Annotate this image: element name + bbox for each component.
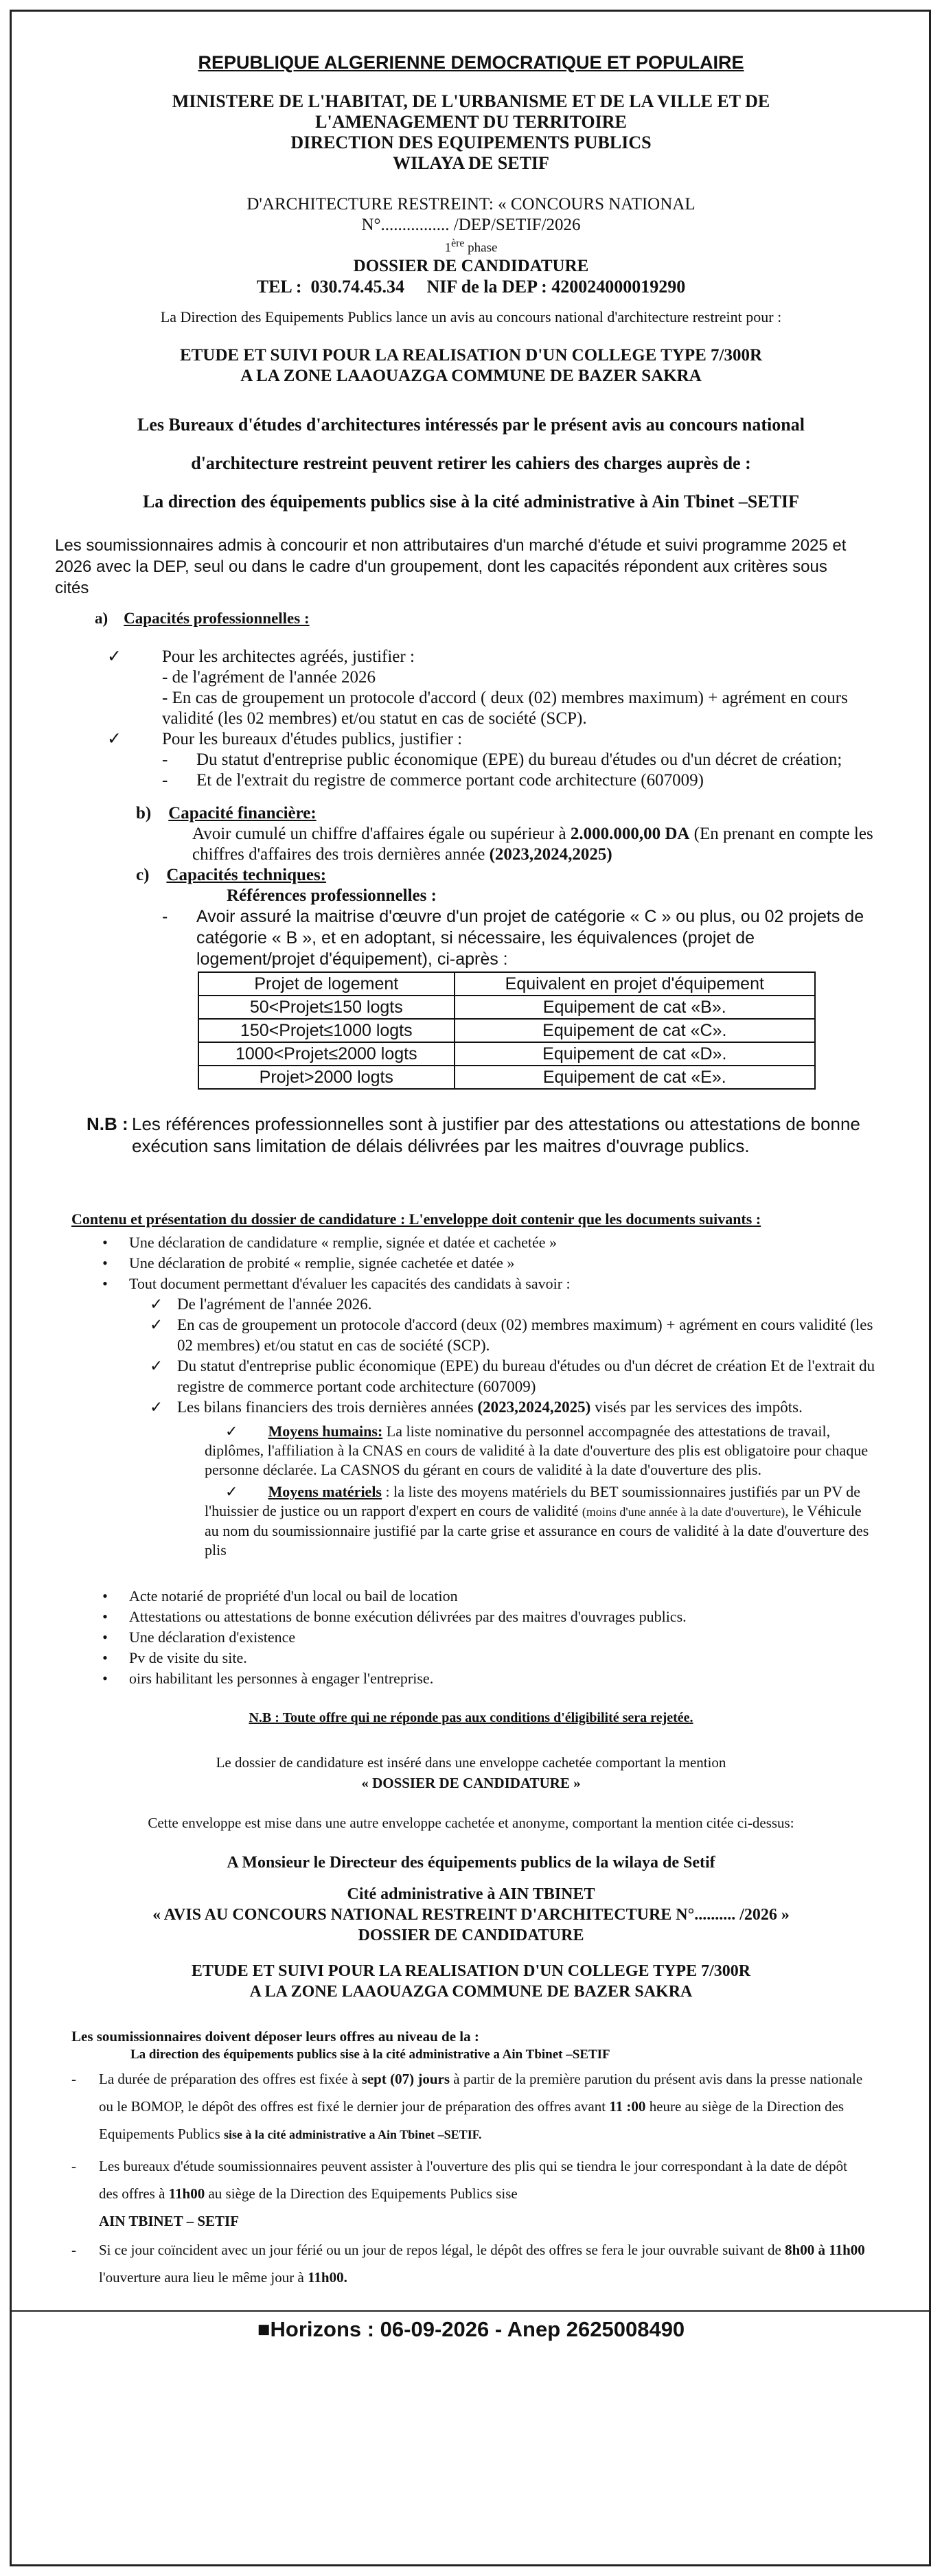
dash-icon: - [162, 750, 168, 770]
intro-text: La Direction des Equipements Publics lance un avis au concours national d'architecture restreint pour : [160, 308, 782, 326]
bullet-icon: • [102, 1629, 108, 1646]
section-c-title: Capacités techniques: [166, 866, 327, 885]
check-icon: ✓ [225, 1423, 268, 1440]
bureaux-block [40, 406, 902, 521]
refs-text: Avoir assuré la maitrise d'œuvre d'un projet de catégorie « C » ou plus, ou 02 projets de catégorie « B », et en adoptant, si nécessaire, les équivalences (projet de logement/projet d'équipement), ci-après : [196, 907, 864, 969]
enveloppe-line-4: A Monsieur le Directeur des équipements publics de la wilaya de Setif [227, 1854, 715, 1872]
ministry-line-1: MINISTERE DE L'HABITAT, DE L'URBANISME ET DE LA VILLE ET DE [172, 91, 770, 111]
moyens-humains: ✓ Moyens humains: La liste nominative du personnel accompagnée des attestations de travail, diplômes, l'affiliation à la CNAS en cours de validité à la date d'ouverture des plis est obligatoire pour chaque personne déclarée. La CASNOS du gérant en cours de validité à la date d'ouverture des plis. [205, 1423, 869, 1479]
arch-item-1: - de l'agrément de l'année 2026 [162, 668, 376, 687]
project-line-1: ETUDE ET SUIVI POUR LA REALISATION D'UN COLLEGE TYPE 7/300R [179, 346, 763, 365]
enveloppe-line-3: Cette enveloppe est mise dans une autre enveloppe cachetée et anonyme, comportant la mention citée ci-dessus: [148, 1815, 794, 1832]
table-cell: 150<Projet≤1000 logts [198, 1019, 455, 1042]
depot-block [71, 2027, 868, 2291]
enveloppe-line-8: ETUDE ET SUIVI POUR LA REALISATION D'UN COLLEGE TYPE 7/300R [191, 1962, 751, 1981]
table-row [198, 1066, 815, 1089]
contenu-sub-2: En cas de groupement un protocole d'accord (deux (02) membres maximum) + agrément en cours validité (les 02 membres) et/ou statut en cas de société (SCP). [177, 1316, 873, 1355]
table-cell: Equipement de cat «E». [455, 1066, 815, 1089]
contenu-item-3: Tout document permettant d'évaluer les capacités des candidats à savoir : [129, 1275, 571, 1293]
dash-icon: - [162, 907, 168, 927]
nb-label: N.B : [87, 1114, 128, 1135]
ministry-header [40, 91, 902, 174]
table-cell: 1000<Projet≤2000 logts [198, 1042, 455, 1066]
enveloppe-line-7: DOSSIER DE CANDIDATURE [358, 1927, 584, 1945]
contenu-item-1: Une déclaration de candidature « remplie, signée et datée et cachetée » [129, 1234, 558, 1252]
table-row [198, 1042, 815, 1066]
table-header-cell: Projet de logement [198, 972, 455, 996]
contenu-item-5: Attestations ou attestations de bonne exécution délivrées par des maitres d'ouvrages publics. [129, 1608, 687, 1626]
table-header-cell: Equivalent en projet d'équipement [455, 972, 815, 996]
enveloppe-line-2: « DOSSIER DE CANDIDATURE » [361, 1775, 581, 1792]
depot-para-1: - La durée de préparation des offres est fixée à sept (07) jours à partir de la première parution du présent avis dans la presse nationale ou le BOMOP, le dépôt des offres est fixé le dernier jour de préparation des offres avant 11 :00 heure au siège de la Direction des Equipements Publics sise à la cité administrative a Ain Tbinet –SETIF. [71, 2065, 868, 2148]
nb-text: Les références professionnelles sont à justifier par des attestations ou attestations de bonne exécution sans limitation de délais délivrées par les maitres d'ouvrage publics. [132, 1114, 860, 1157]
equivalence-table [198, 971, 816, 1090]
contenu-sub-1: De l'agrément de l'année 2026. [177, 1296, 372, 1313]
contenu-item-4: Acte notarié de propriété d'un local ou bail de location [129, 1587, 458, 1605]
section-c-letter: c) [136, 866, 150, 885]
bullet-icon: • [102, 1608, 108, 1626]
enveloppe-line-5: Cité administrative à AIN TBINET [347, 1885, 595, 1904]
dash-icon: - [162, 771, 168, 790]
contenu-list [81, 1232, 877, 1689]
bullet-icon: • [102, 1670, 108, 1688]
moyens-materiels: ✓ Moyens matériels : la liste des moyens matériels du BET soumissionnaires justifiés par un PV de l'huissier de justice ou un rapport d'expert en cours de validité (moins d'une année à la date d'ouverture), le Véhicule au nom du soumissionnaire justifié par la carte grise et assurance en cours de validité à la date d'ouverture des plis [205, 1483, 869, 1559]
bullet-icon: • [102, 1234, 108, 1252]
republic-title: REPUBLIQUE ALGERIENNE DEMOCRATIQUE ET POPULAIRE [198, 52, 744, 73]
bureaux-line-3: La direction des équipements publics sise à la cité administrative à Ain Tbinet –SETIF [142, 492, 800, 512]
dash-icon: - [71, 2071, 76, 2088]
soumissionnaires-text: Les soumissionnaires admis à concourir et non attributaires d'un marché d'étude et suivi programme 2025 et 2026 avec la DEP, seul ou dans le cadre d'un groupement, dont les capacités répondent aux critères sous cités [55, 536, 847, 598]
contenu-item-2: Une déclaration de probité « remplie, signée cachetée et datée » [129, 1254, 515, 1272]
be-item-1: Du statut d'entreprise public économique (EPE) du bureau d'études ou d'un décret de création; [196, 750, 842, 770]
section-b-title: Capacité financière: [168, 804, 317, 823]
contenu-item-6: Une déclaration d'existence [129, 1629, 296, 1646]
table-header-row [198, 972, 815, 996]
phase-label: 1ère phase [444, 238, 498, 255]
contenu-item-7: Pv de visite du site. [129, 1649, 247, 1667]
contenu-sub-4: Les bilans financiers des trois dernières années (2023,2024,2025) visés par les services des impôts. [177, 1399, 803, 1416]
contenu-sub-3: Du statut d'entreprise public économique (EPE) du bureau d'études ou d'un décret de création Et de l'extrait du registre de commerce portant code architecture (607009) [177, 1357, 875, 1396]
section-a [95, 608, 902, 629]
section-a-letter: a) [95, 610, 108, 628]
section-a-body [40, 647, 902, 791]
table-row [198, 996, 815, 1019]
wilaya-line: WILAYA DE SETIF [393, 153, 549, 173]
notice-line-1: D'ARCHITECTURE RESTREINT: « CONCOURS NATIONAL [246, 195, 696, 214]
section-b [40, 803, 902, 865]
tel-nif-line: TEL : 030.74.45.34 NIF de la DEP : 420024000019290 [256, 277, 686, 297]
notice-block [40, 194, 902, 297]
table-cell: Equipement de cat «D». [455, 1042, 815, 1066]
refs-title: Références professionnelles : [227, 886, 437, 906]
section-c [40, 865, 902, 970]
bullet-icon: • [102, 1254, 108, 1272]
dossier-title: DOSSIER DE CANDIDATURE [353, 257, 589, 276]
contenu-title: Contenu et présentation du dossier de candidature : L'enveloppe doit contenir que les documents suivants : [71, 1210, 761, 1228]
ministry-line-2: L'AMENAGEMENT DU TERRITOIRE [315, 112, 627, 132]
section-b-letter: b) [136, 804, 152, 823]
bullet-icon: • [102, 1587, 108, 1605]
enveloppe-block [40, 1752, 902, 2002]
check-icon: ✓ [107, 730, 122, 749]
dash-icon: - [71, 2158, 76, 2175]
nb-rejection: N.B : Toute offre qui ne réponde pas aux conditions d'éligibilité sera rejetée. [249, 1710, 693, 1726]
section-b-text: Avoir cumulé un chiffre d'affaires égale ou supérieur à 2.000.000,00 DA (En prenant en compte les chiffres d'affaires des trois dernières année (2023,2024,2025) [192, 825, 873, 864]
footer-reference: ■Horizons : 06-09-2026 - Anep 2625008490 [257, 2317, 685, 2342]
check-icon: ✓ [150, 1357, 163, 1375]
depot-title: Les soumissionnaires doivent déposer leurs offres au niveau de la : [71, 2028, 479, 2045]
project-title [40, 345, 902, 387]
enveloppe-line-1: Le dossier de candidature est inséré dans une enveloppe cachetée comportant la mention [216, 1754, 726, 1771]
check-icon: ✓ [150, 1296, 163, 1313]
bullet-icon: • [102, 1275, 108, 1293]
bureaux-line-2: d'architecture restreint peuvent retirer les cahiers des charges auprès de : [191, 453, 751, 474]
bureaux-line-1: Les Bureaux d'études d'architectures intéressés par le présent avis au concours national [137, 415, 805, 435]
check-icon: ✓ [150, 1399, 163, 1416]
table-row [198, 1019, 815, 1042]
section-a-title: Capacités professionnelles : [124, 610, 310, 628]
enveloppe-line-9: A LA ZONE LAAOUAZGA COMMUNE DE BAZER SAKRA [249, 1983, 693, 2001]
dash-icon: - [71, 2242, 76, 2259]
depot-para-2: - Les bureaux d'étude soumissionnaires peuvent assister à l'ouverture des plis qui se tiendra le jour correspondant à la date de dépôt des offres à 11h00 au siège de la Direction des Equipements Publics sise AIN TBINET – SETIF [71, 2152, 868, 2235]
arch-item-2: - En cas de groupement un protocole d'accord ( deux (02) membres maximum) + agrément en cours validité (les 02 membres) et/ou statut en cas de société (SCP). [162, 689, 848, 728]
project-line-2: A LA ZONE LAAOUAZGA COMMUNE DE BAZER SAKRA [240, 367, 702, 386]
check-icon: ✓ [225, 1483, 268, 1501]
arch-title: Pour les architectes agréés, justifier : [162, 647, 415, 667]
depot-subtitle: La direction des équipements publics sise à la cité administrative a Ain Tbinet –SETIF [130, 2047, 610, 2062]
nb-references [87, 1113, 869, 1157]
moyens-block [205, 1422, 877, 1560]
announcement [40, 41, 902, 2342]
be-title: Pour les bureaux d'études publics, justifier : [162, 730, 463, 749]
enveloppe-line-6: « AVIS AU CONCOURS NATIONAL RESTREINT D'ARCHITECTURE N°.......... /2026 » [152, 1906, 790, 1924]
check-icon: ✓ [107, 647, 122, 667]
contenu-sublist [150, 1294, 877, 1418]
be-item-2: Et de l'extrait du registre de commerce portant code architecture (607009) [196, 771, 704, 790]
depot-para-3: - Si ce jour coïncident avec un jour férié ou un jour de repos légal, le dépôt des offres se fera le jour ouvrable suivant de 8h00 à 11h00 l'ouverture aura lieu le même jour à 11h00. [71, 2236, 868, 2291]
table-cell: Equipement de cat «B». [455, 996, 815, 1019]
bullet-icon: • [102, 1649, 108, 1667]
direction-line: DIRECTION DES EQUIPEMENTS PUBLICS [290, 133, 652, 152]
notice-number: N°................ /DEP/SETIF/2026 [361, 216, 581, 234]
table-cell: Equipement de cat «C». [455, 1019, 815, 1042]
check-icon: ✓ [150, 1316, 163, 1334]
contenu-item-8: oirs habilitant les personnes à engager l'entreprise. [129, 1670, 434, 1688]
table-cell: 50<Projet≤150 logts [198, 996, 455, 1019]
table-cell: Projet>2000 logts [198, 1066, 455, 1089]
